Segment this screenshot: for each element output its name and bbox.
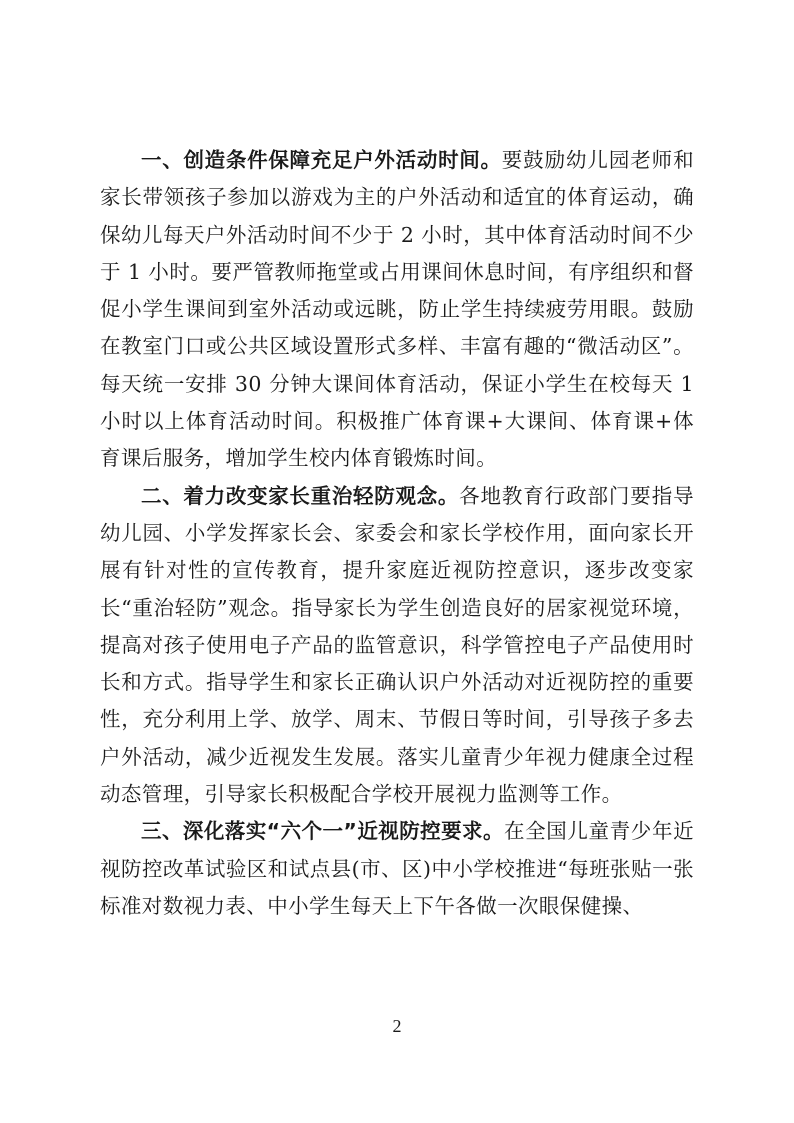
paragraph-text: 各地教育行政部门要指导幼儿园、小学发挥家长会、家委会和家长学校作用，面向家长开展有针对性的宣传教育，提升家庭近视防控意识，逐步改变家长“重治轻防”观念。指导家长为学生创造良好的居家视觉环境，提高对孩子使用电子产品的监管意识，科学管控电子产品使用时长和方式。指导学生和家长正确认识户外活动对近视防控的重要性，充分利用上学、放学、周末、节假日等时间，引导孩子多去户外活动，减少近视发生发展。落实儿童青少年视力健康全过程动态管理，引导家长积极配合学校开展视力监测等工作。 — [100, 483, 694, 807]
document-body — [100, 142, 694, 925]
page-number: 2 — [392, 1016, 402, 1036]
paragraph-heading: 二、着力改变家长重治轻防观念。 — [141, 483, 460, 508]
paragraph-heading: 一、创造条件保障充足户外活动时间。 — [141, 148, 502, 172]
paragraph-text: 要鼓励幼儿园老师和家长带领孩子参加以游戏为主的户外活动和适宜的体育运动，确保幼儿每天户外活动时间不少于 2 小时，其中体育活动时间不少于 1 小时。要严管教师拖堂或占用课间休息时间，有序组织和督促小学生课间到室外活动或远眺，防止学生持续疲劳用眼。鼓励在教室门口或公共区域设置形式多样、丰富有趣的“微活动区”。每天统一安排 30 分钟大课间体育活动，保证小学生在校每天 1 小时以上体育活动时间。积极推广体育课+大课间、体育课+体育课后服务，增加学生校内体育锻炼时间。 — [100, 148, 694, 471]
paragraph-text: 在全国儿童青少年近视防控改革试验区和试点县(市、区)中小学校推进“每班张贴一张标准对数视力表、中小学生每天上下午各做一次眼保健操、 — [100, 819, 694, 918]
paragraph-parent-awareness — [100, 478, 694, 814]
paragraph-outdoor-activity — [100, 142, 694, 478]
paragraph-heading: 三、深化落实“六个一”近视防控要求。 — [141, 819, 504, 844]
paragraph-six-ones — [100, 813, 694, 925]
